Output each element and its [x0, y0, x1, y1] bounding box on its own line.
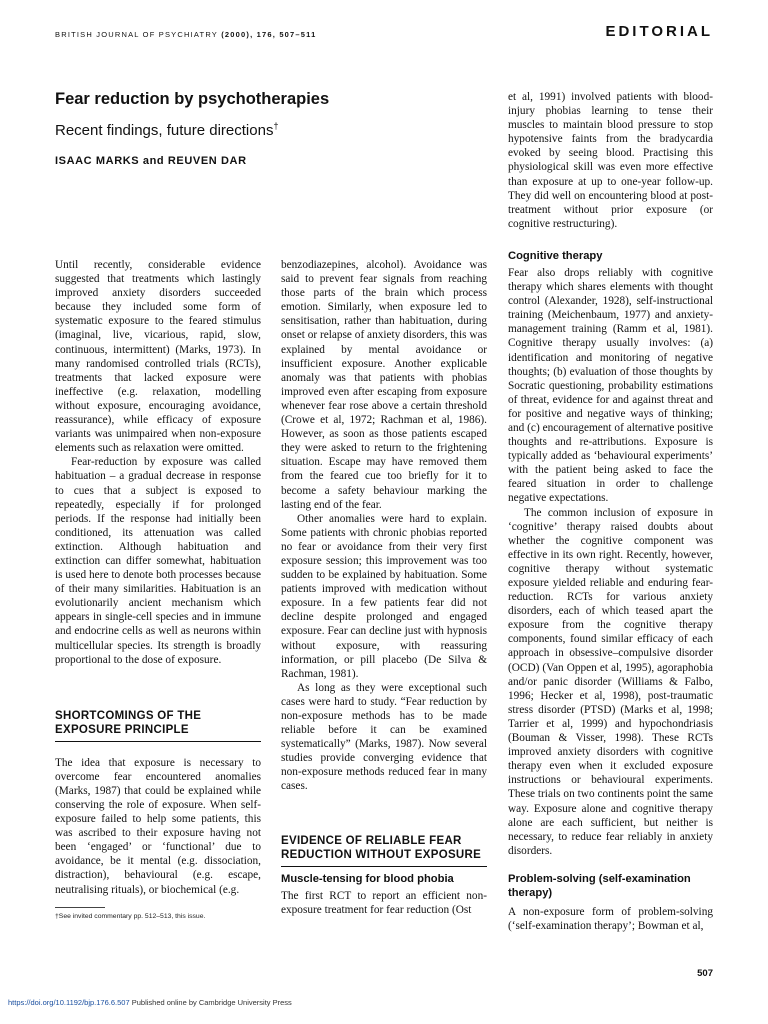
paragraph: benzodiazepines, alcohol). Avoidance was said to prevent fear signals from reaching those parts of the brain which process emotion. Similarly, when exposure led to sensitisation, rather than habituation, during onset or relapse of anxiety disorders, this was explained by mental avoidance or insufficient exposure. Another explicable anomaly was that patients with phobias improved even after escaping from exposure whenever fear rose above a certain threshold (Crowe et al, 1972; Rachman et al, 1986). However, as soon as those patients escaped they were asked to return to the frightening situation. Escape may have removed them from the feared cue too briefly for it to become a safety behaviour marking the lasting end of the fear. [281, 259, 487, 511]
paragraph: Until recently, considerable evidence suggested that treatments which lastingly improved anxiety disorders succeeded because they included some form of systematic exposure to the feared stimulus (imaginal, live, vicarious, rapid, slow, continuous, intermittent) (Marks, 1973). In many randomised controlled trials (RCTs), treatments that lacked exposure were ineffective (e.g. relaxation, modelling without exposure, encouraging avoidance, reassurance), while efficacy of exposure variants was unimpaired when non-exposure elements such as relaxation were omitted. [55, 259, 261, 455]
subheading-muscle-tensing: Muscle-tensing for blood phobia [281, 872, 454, 885]
article-title: Fear reduction by psychotherapies [55, 90, 330, 108]
paragraph: A non-exposure form of problem-solving (‘self-examination therapy’; Bowman et al, [508, 905, 713, 932]
published-note: Published online by Cambridge University Press [131, 998, 292, 1007]
paragraph: As long as they were exceptional such cases were hard to study. “Fear reduction by non-exposure methods has to be made reliable before it can be examined systematically” (Marks, 1987). Now several studies provide converging evidence that non-exposure methods reduced fear in many cases. [281, 681, 487, 793]
section-heading-shortcomings: SHORTCOMINGS OF THE EXPOSURE PRINCIPLE [55, 709, 202, 736]
section-label: EDITORIAL [605, 23, 713, 40]
paragraph: Fear-reduction by exposure was called habituation – a gradual decrease in response to cues that a subject is exposed to repeatedly, especially if for prolonged periods. If the response had initially been conditioned, its attenuation was called extinction. Although habituation and extinction can differ somewhat, habituation is used here to denote both processes because of their many similarities. Habituation is an evolutionarily ancient mechanism which appears in single-cell species and in immune and endocrine cells as well as neurons within multicellular species. Its strength is broadly proportional to the dose of exposure. [55, 456, 261, 666]
subheading-cognitive-therapy: Cognitive therapy [508, 249, 603, 262]
paragraph: Other anomalies were hard to explain. Some patients with chronic phobias reported no fear or avoidance from their very first exposure session; this improvement was too sudden to be explained by habituation. Some patients improved with medication without exposure. In a few patients fear did not decline despite prolonged and engaged exposure. Fear can decline just with hypnosis without exposure, with reassuring information, or pill placebo (De Silva & Rachman, 1981). [281, 512, 487, 680]
section-heading-evidence: EVIDENCE OF RELIABLE FEAR REDUCTION WITHOUT EXPOSURE [281, 834, 482, 861]
page-number: 507 [697, 968, 713, 979]
journal-citation: (2000), 176, 507–511 [221, 30, 317, 39]
paragraph: Fear also drops reliably with cognitive therapy which shares elements with thought control (Alexander, 1928), self-instructional training (Meichenbaum, 1977) and anxiety-management training (Ramm et al, 1981). Cognitive therapy usually involves: (a) identification and monitoring of negative thoughts; (b) evaluation of those thoughts by Socratic questioning, probability estimations of threat, evidence for and against threat and for positive and negative ways of thinking; and (c) encouragement of alternative positive thoughts and re-attributions. Exposure is typically added as ‘behavioural experiments’ with the patient being asked to face the feared situation in order to challenge negative expectations. [508, 266, 713, 505]
article-authors: ISAAC MARKS and REUVEN DAR [55, 155, 247, 167]
subtitle-footnote-mark: † [273, 121, 279, 131]
running-head [55, 30, 317, 39]
subtitle-text: Recent findings, future directions [55, 122, 274, 139]
footnote-rule [55, 907, 105, 908]
column-1 [55, 258, 261, 897]
article-subtitle [55, 121, 278, 139]
paragraph: et al, 1991) involved patients with blood-injury phobias learning to tense their muscles to maintain blood pressure to stop hypotensive faints from the bradycardia evoked by seeing blood. Practising this physiological skill was even more effective than exposure at up to one-year follow-up. They did well on encountering blood at post-treatment without prior exposure (or cognitive restructuring). [508, 91, 713, 230]
subheading-problem-solving: Problem-solving (self-examination therapy) [508, 872, 691, 899]
doi-link[interactable]: https://doi.org/10.1192/bjp.176.6.507 [8, 998, 130, 1007]
column-2 [281, 258, 487, 917]
paragraph: The common inclusion of exposure in ‘cognitive’ therapy raised doubts about whether the cognitive component was effective in its own right. Recently, however, cognitive therapy without systematic exposure yielded reliable and enduring fear-reduction. RCTs for various anxiety disorders, each of which teased apart the exposure from the cognitive therapy components, found similar efficacy of each approach in obsessive–compulsive disorder (OCD) (Van Oppen et al, 1995), agoraphobia and/or panic disorder (Williams & Falbo, 1996; Hecker et al, 1998), post-traumatic stress disorder (PTSD) (Marks et al, 1998; Tarrier et al, 1999) and hypochondriasis (Bouman & Visser, 1998). These RCTs improved anxiety disorders with cognitive therapy even when it excluded exposure instructions or behavioural experiments. These trials on two continents point the same way. Exposure alone and cognitive therapy alone are each sufficient, but neither is necessary, to reduce fear reliably in anxiety disorders. [508, 506, 713, 857]
footnote: †See invited commentary pp. 512–513, this issue. [55, 913, 206, 920]
paragraph: The idea that exposure is necessary to overcome fear encountered anomalies (Marks, 1987) that could be explained while conserving the role of exposure. When self-exposure failed to help some patients, this was ascribed to their exposure having not been ‘engaged’ or ‘functional’ due to avoidance, be it mental (e.g. dissociation, distraction), behavioural (e.g. escape, neutralising rituals), or biochemical (e.g. [55, 756, 261, 896]
journal-name: BRITISH JOURNAL OF PSYCHIATRY [55, 30, 218, 39]
doi-bar [8, 998, 292, 1007]
column-3 [508, 90, 713, 933]
paragraph: The first RCT to report an efficient non-exposure treatment for fear reduction (Ost [281, 889, 487, 916]
